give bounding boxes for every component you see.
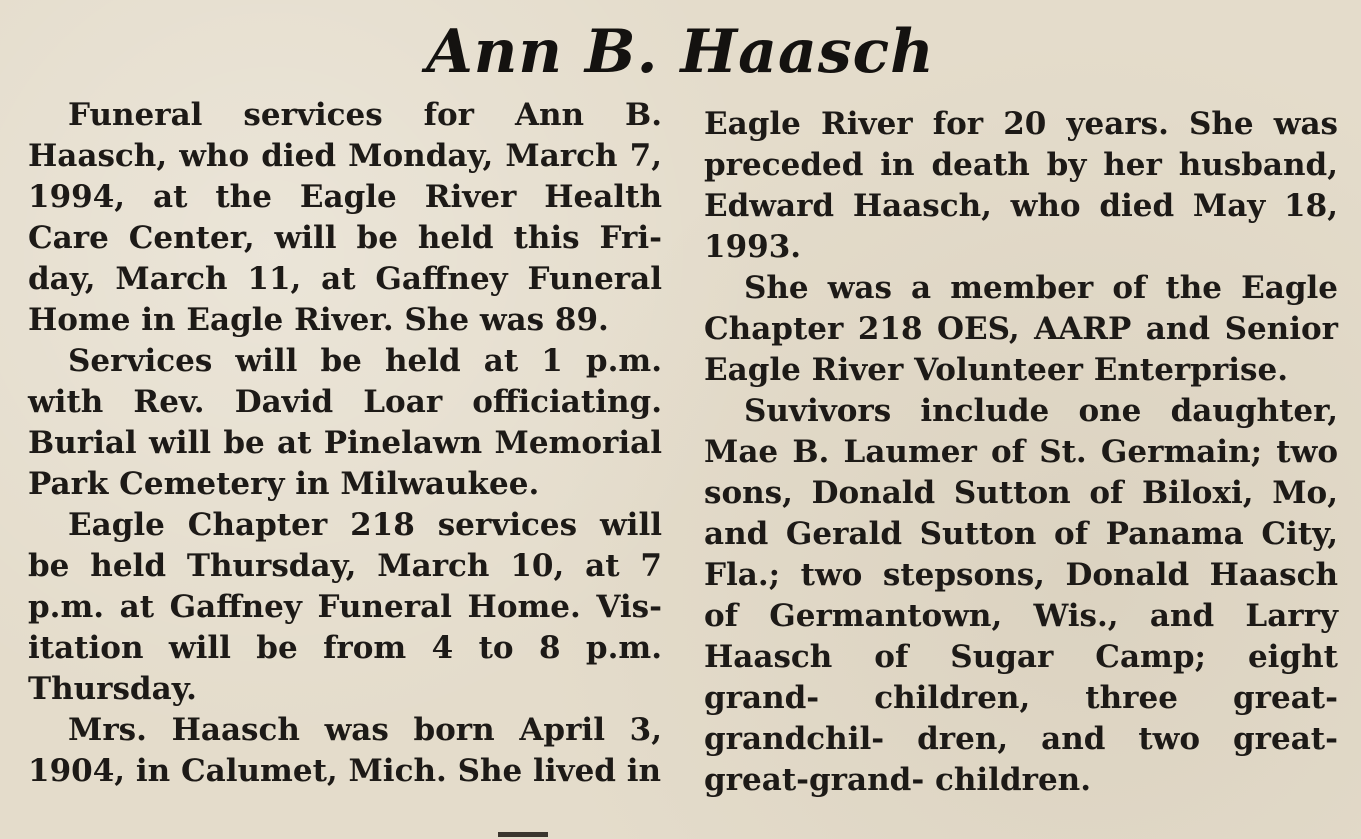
paragraph-memberships: She was a member of the Eagle Chapter 218 OES, AARP and Senior Eagle River Volunteer Enterprise. [704, 270, 1338, 388]
paragraph-funeral-services: Funeral services for Ann B. Haasch, who died Monday, March 7, 1994, at the Eagle River Health Care Center, will be held this Fri- day, March 11, at Gaffney Funeral Home in Eagle River. She was 89. [28, 97, 662, 338]
paragraph-services-time: Services will be held at 1 p.m. with Rev. David Loar officiating. Burial will be at Pinelawn Memorial Park Cemetery in Milwaukee. [28, 343, 662, 502]
obituary-headline: Ann B. Haasch [426, 17, 935, 87]
right-column [704, 104, 1338, 801]
cut-off-mark [498, 832, 548, 837]
paragraph-eagle-chapter: Eagle Chapter 218 services will be held Thursday, March 10, at 7 p.m. at Gaffney Funeral Home. Vis- itation will be from 4 to 8 p.m. Thursday. [28, 507, 662, 707]
paragraph-residence: Eagle River for 20 years. She was preceded in death by her husband, Edward Haasch, who died May 18, 1993. [704, 106, 1338, 265]
paragraph-survivors: Suvivors include one daughter, Mae B. Laumer of St. Germain; two sons, Donald Sutton of Biloxi, Mo, and Gerald Sutton of Panama City, Fla.; two stepsons, Donald Haasch of Germantown, Wis., and Larry Haasch of Sugar Camp; eight grand- children, three great-grandchil- dren, and two great-great-grand- children. [704, 393, 1338, 798]
left-column [28, 95, 662, 792]
paragraph-birth: Mrs. Haasch was born April 3, 1904, in Calumet, Mich. She lived in [28, 712, 662, 789]
